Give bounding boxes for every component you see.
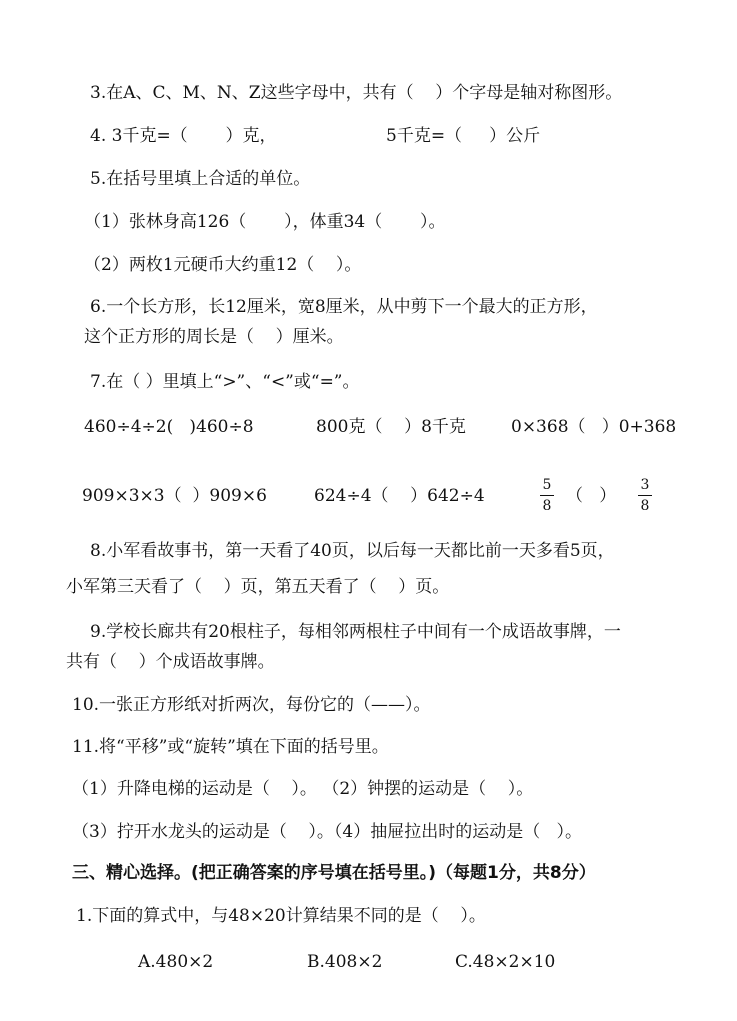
- q6-line1: 6.一个长方形，长12厘米，宽8厘米，从中剪下一个最大的正方形，: [90, 297, 598, 317]
- q8-line1: 8.小军看故事书，第一天看了40页，以后每一天都比前一天多看5页，: [90, 541, 615, 561]
- q11-row1: （1）升降电梯的运动是（ ）。 （2）钟摆的运动是（ ）。: [72, 779, 534, 799]
- q5-sub2: （2）两枚1元硬币大约重12（ ）。: [84, 255, 362, 275]
- q4-part-b: 5千克=（ ）公斤: [386, 126, 541, 146]
- fraction-numerator: 3: [640, 477, 650, 493]
- q5-sub1: （1）张林身高126（ ），体重34（ ）。: [84, 212, 446, 232]
- q7-fraction-compare-paren: （ ）: [566, 486, 617, 506]
- option-b: B.408×2: [307, 952, 383, 972]
- q7-row1-a: 460÷4÷2( )460÷8: [84, 417, 254, 437]
- option-a: A.480×2: [138, 952, 214, 972]
- q9-line1: 9.学校长廊共有20根柱子，每相邻两根柱子中间有一个成语故事牌，一: [90, 622, 621, 642]
- q7-row1-b: 800克（ ）8千克: [316, 417, 466, 437]
- q9-line2: 共有（ ）个成语故事牌。: [66, 652, 275, 672]
- q3-text: 3.在A、C、M、N、Z这些字母中，共有（ ）个字母是轴对称图形。: [90, 83, 623, 103]
- fraction-5-8: [539, 477, 555, 514]
- fraction-bar: [638, 495, 652, 496]
- fraction-3-8: [637, 477, 653, 514]
- q6-line2: 这个正方形的周长是（ ）厘米。: [84, 327, 344, 347]
- q10-text: 10.一张正方形纸对折两次，每份它的（——）。: [72, 695, 431, 715]
- fraction-numerator: 5: [542, 477, 552, 493]
- q7-row1-c: 0×368（ ）0+368: [511, 417, 677, 437]
- q7-title: 7.在（ ）里填上“>”、“<”或“=”。: [90, 372, 360, 392]
- q7-row2-a: 909×3×3（ ）909×6: [82, 486, 267, 506]
- q7-row2-b: 624÷4（ ）642÷4: [314, 486, 485, 506]
- q8-line2: 小军第三天看了（ ）页，第五天看了（ ）页。: [66, 577, 450, 597]
- fraction-denominator: 8: [542, 498, 552, 514]
- q5-title: 5.在括号里填上合适的单位。: [90, 169, 311, 189]
- option-c: C.48×2×10: [455, 952, 556, 972]
- q11-row2: （3）拧开水龙头的运动是（ ）。（4）抽屉拉出时的运动是（ ）。: [72, 822, 582, 842]
- q4-part-a: 4. 3千克=（ ）克，: [90, 126, 277, 146]
- q11-title: 11.将“平移”或“旋转”填在下面的括号里。: [72, 737, 389, 757]
- section3-q1: 1.下面的算式中，与48×20计算结果不同的是（ ）。: [76, 906, 486, 926]
- fraction-bar: [540, 495, 554, 496]
- fraction-denominator: 8: [640, 498, 650, 514]
- section3-heading: 三、精心选择。(把正确答案的序号填在括号里。)（每题1分，共8分）: [72, 863, 596, 883]
